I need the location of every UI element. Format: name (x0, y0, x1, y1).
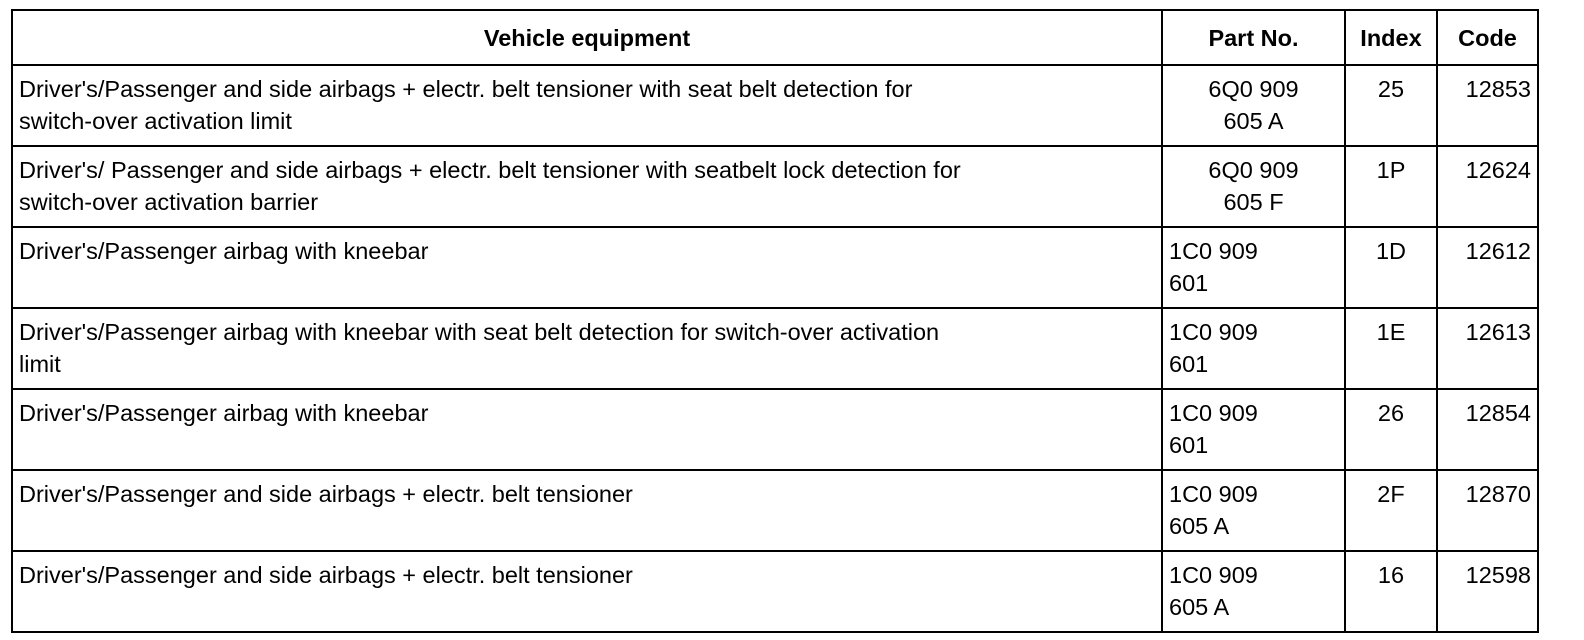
table-row (12, 389, 1538, 470)
header-code: Code (1437, 10, 1538, 65)
header-vehicle-equipment: Vehicle equipment (12, 10, 1162, 65)
header-part-no: Part No. (1162, 10, 1345, 65)
index-cell: 1P (1345, 146, 1437, 227)
header-row (12, 10, 1538, 65)
part-no-text: 605 A (1169, 513, 1230, 539)
equipment-cell (12, 227, 1162, 308)
index-cell: 26 (1345, 389, 1437, 470)
part-no-text: 6Q0 909 (1208, 76, 1299, 102)
part-no-text: 1C0 909 (1169, 400, 1258, 426)
table-row (12, 227, 1538, 308)
equipment-text: Driver's/Passenger airbag with kneebar (19, 238, 429, 264)
code-cell: 12854 (1437, 389, 1538, 470)
index-cell: 1D (1345, 227, 1437, 308)
part-no-cell (1162, 308, 1345, 389)
index-cell: 16 (1345, 551, 1437, 632)
equipment-cell (12, 308, 1162, 389)
equipment-text: Driver's/Passenger airbag with kneebar with seat belt detection for switch-over activation (19, 319, 940, 345)
part-no-cell (1162, 389, 1345, 470)
equipment-text: Driver's/Passenger airbag with kneebar (19, 400, 429, 426)
table-row (12, 308, 1538, 389)
equipment-cell (12, 470, 1162, 551)
equipment-cell (12, 65, 1162, 146)
part-no-text: 601 (1169, 270, 1209, 296)
vehicle-equipment-table (11, 9, 1539, 633)
code-cell: 12612 (1437, 227, 1538, 308)
table-row (12, 551, 1538, 632)
equipment-text: Driver's/Passenger and side airbags + electr. belt tensioner (19, 562, 633, 588)
table-body (12, 65, 1538, 632)
code-cell: 12870 (1437, 470, 1538, 551)
equipment-cell (12, 389, 1162, 470)
part-no-text: 1C0 909 (1169, 238, 1258, 264)
index-cell: 25 (1345, 65, 1437, 146)
part-no-text: 1C0 909 (1169, 319, 1258, 345)
equipment-cell (12, 146, 1162, 227)
code-cell: 12598 (1437, 551, 1538, 632)
equipment-text: switch-over activation limit (19, 108, 292, 134)
part-no-text: 601 (1169, 432, 1209, 458)
table-row (12, 146, 1538, 227)
part-no-text: 6Q0 909 (1208, 157, 1299, 183)
equipment-text: limit (19, 351, 61, 377)
part-no-cell (1162, 551, 1345, 632)
table-row (12, 470, 1538, 551)
part-no-text: 605 F (1223, 189, 1284, 215)
code-cell: 12853 (1437, 65, 1538, 146)
part-no-cell (1162, 146, 1345, 227)
equipment-text: Driver's/Passenger and side airbags + electr. belt tensioner with seat belt detection for (19, 76, 913, 102)
part-no-text: 605 A (1223, 108, 1284, 134)
part-no-text: 605 A (1169, 594, 1230, 620)
equipment-text: Driver's/ Passenger and side airbags + electr. belt tensioner with seatbelt lock detection for (19, 157, 961, 183)
equipment-text: switch-over activation barrier (19, 189, 319, 215)
index-cell: 2F (1345, 470, 1437, 551)
part-no-cell (1162, 65, 1345, 146)
header-index: Index (1345, 10, 1437, 65)
part-no-cell (1162, 227, 1345, 308)
index-cell: 1E (1345, 308, 1437, 389)
table-row (12, 65, 1538, 146)
part-no-cell (1162, 470, 1345, 551)
part-no-text: 601 (1169, 351, 1209, 377)
part-no-text: 1C0 909 (1169, 562, 1258, 588)
equipment-text: Driver's/Passenger and side airbags + electr. belt tensioner (19, 481, 633, 507)
part-no-text: 1C0 909 (1169, 481, 1258, 507)
equipment-cell (12, 551, 1162, 632)
code-cell: 12613 (1437, 308, 1538, 389)
table-header (12, 10, 1538, 65)
code-cell: 12624 (1437, 146, 1538, 227)
